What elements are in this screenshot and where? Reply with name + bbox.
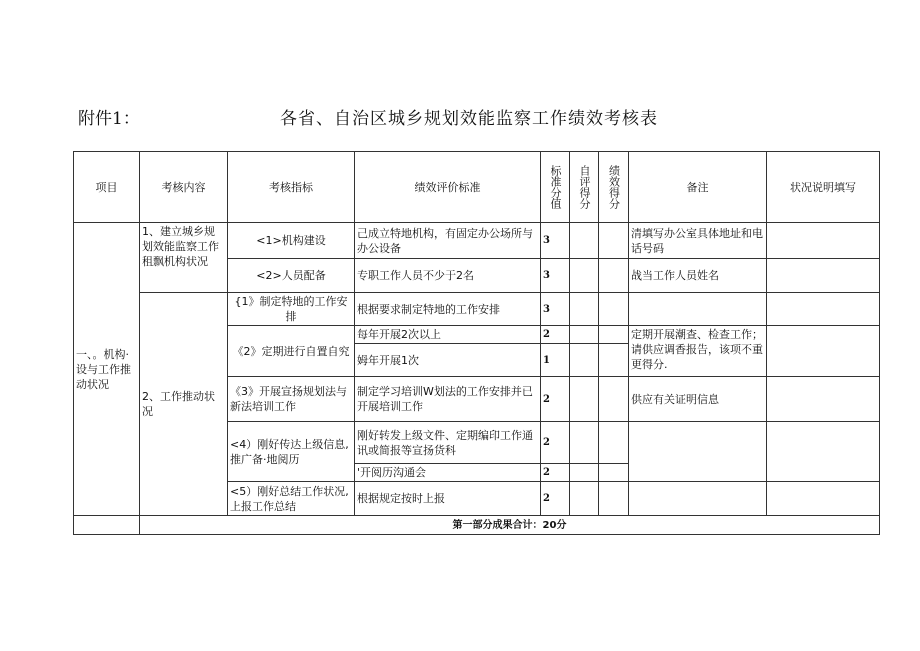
table-row [74,223,880,259]
status-cell[interactable] [767,259,880,293]
section-content-a: 1、建立城乡规划效能监察工作租飘机构状况 [140,223,228,293]
title-row [78,104,880,130]
score-cell: 2 [541,482,570,516]
total-blank [74,516,140,535]
self-score-cell[interactable] [570,223,599,259]
status-cell[interactable] [767,482,880,516]
criteria-cell: 每年开展2次以上 [355,326,541,344]
status-cell[interactable] [767,223,880,259]
header-row [74,152,880,223]
indicator-cell: <1>机构建设 [228,223,355,259]
indicator-cell: <5）刚好总结工作状况,上报工作总结 [228,482,355,516]
self-score-cell[interactable] [570,422,599,464]
header-remarks: 备注 [629,152,767,223]
score-cell: 1 [541,344,570,377]
remark-cell [629,293,767,326]
perf-score-cell[interactable] [599,464,629,482]
criteria-cell: 刚好转发上级文件、定期编印工作通讯或简报等宣扬货科 [355,422,541,464]
status-cell[interactable] [767,377,880,422]
perf-score-cell[interactable] [599,377,629,422]
criteria-cell: 专职工作人员不少于2名 [355,259,541,293]
header-indicator: 考核指标 [228,152,355,223]
perf-score-cell[interactable] [599,223,629,259]
indicator-cell: <2>人员配备 [228,259,355,293]
criteria-cell: 根据要求制定特地的工作安排 [355,293,541,326]
perf-score-cell[interactable] [599,326,629,344]
self-score-cell[interactable] [570,464,599,482]
criteria-cell: 根据规定按时上报 [355,482,541,516]
remark-cell: 清填写办公室具体地址和电话号码 [629,223,767,259]
criteria-cell: 己成立特地机构，有固定办公场所与办公设备 [355,223,541,259]
header-content: 考核内容 [140,152,228,223]
remark-cell [629,422,767,482]
perf-score-cell[interactable] [599,259,629,293]
self-score-cell[interactable] [570,259,599,293]
indicator-cell: 《3》开展宣扬规划法与新法培训工作 [228,377,355,422]
header-item: 项目 [74,152,140,223]
indicator-cell: <4）刚好传达上级信息,推广备·地阅历 [228,422,355,482]
status-cell[interactable] [767,326,880,377]
table-row [74,293,880,326]
header-perf-score: 绩效得分 [599,152,629,223]
perf-score-cell[interactable] [599,422,629,464]
score-cell: 3 [541,223,570,259]
criteria-cell: 制定学习培训W划法的工作安排并已开展培训工作 [355,377,541,422]
score-cell: 2 [541,422,570,464]
remark-cell: 定期开展潮查、检查工作；请供应调香报告，该项不重更得分. [629,326,767,377]
remark-cell: 供应有关证明信息 [629,377,767,422]
self-score-cell[interactable] [570,482,599,516]
header-self-score: 自评得分 [570,152,599,223]
attachment-label: 附件1： [78,109,140,129]
indicator-cell: {1》制定特地的工作安排 [228,293,355,326]
total-label: 第一部分成果合计：20分 [140,516,880,535]
criteria-cell: 姆年开展1次 [355,344,541,377]
remark-cell [629,482,767,516]
assessment-table [73,151,880,535]
self-score-cell[interactable] [570,293,599,326]
self-score-cell[interactable] [570,344,599,377]
score-cell: 2 [541,464,570,482]
score-cell: 3 [541,259,570,293]
header-standard-score: 标准分值 [541,152,570,223]
indicator-cell: 《2》定期进行自置自究 [228,326,355,377]
score-cell: 2 [541,377,570,422]
section-item: 一、。机构·设与工作推动状况 [74,223,140,516]
score-cell: 2 [541,326,570,344]
self-score-cell[interactable] [570,377,599,422]
header-criteria: 绩效评价标准 [355,152,541,223]
perf-score-cell[interactable] [599,293,629,326]
score-cell: 3 [541,293,570,326]
total-row [74,516,880,535]
page-title: 各省、自治区城乡规划效能监察工作绩效考核表 [280,109,658,129]
self-score-cell[interactable] [570,326,599,344]
header-status: 状况说明填写 [767,152,880,223]
status-cell[interactable] [767,422,880,482]
criteria-cell: '开阅历沟通会 [355,464,541,482]
perf-score-cell[interactable] [599,482,629,516]
status-cell[interactable] [767,293,880,326]
section-content-b: 2、工作推动状况 [140,293,228,516]
remark-cell: 战当工作人员姓名 [629,259,767,293]
perf-score-cell[interactable] [599,344,629,377]
